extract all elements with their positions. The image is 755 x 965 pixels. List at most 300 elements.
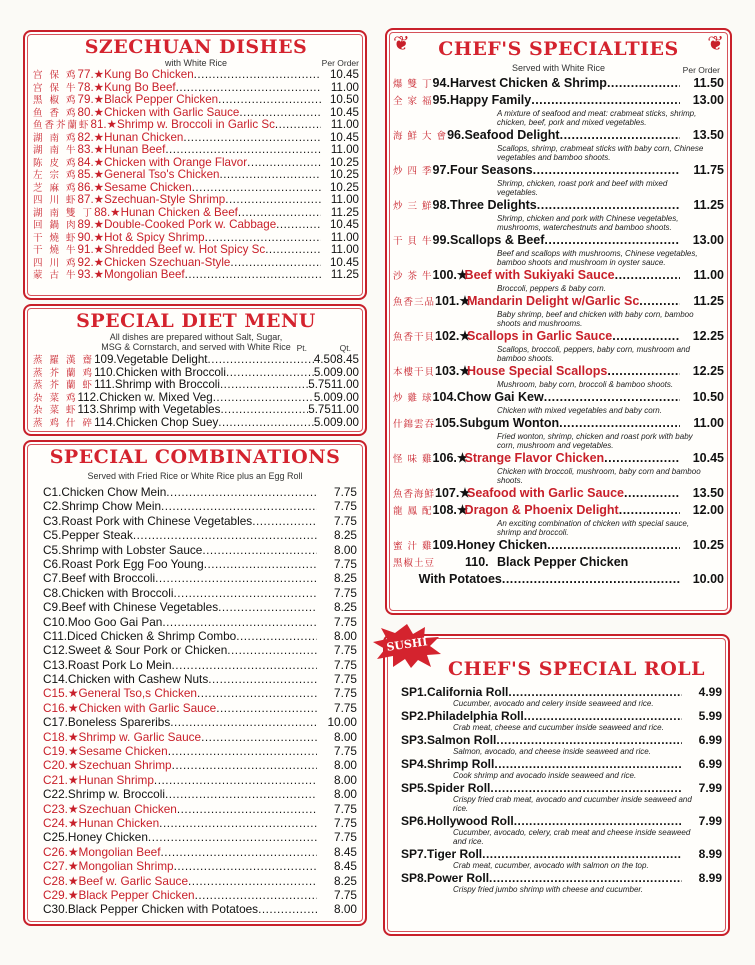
item-code: C22.: [43, 787, 68, 802]
item-price: 13.00: [692, 233, 724, 247]
chinese-name: 干 貝 牛: [393, 236, 433, 247]
dot-leader: [204, 557, 317, 571]
dot-leader: [220, 379, 308, 392]
item-number: 96.: [447, 128, 465, 142]
item-price: 7.75: [334, 686, 357, 701]
menu-item: [393, 163, 724, 197]
item-price: 10.00: [327, 715, 357, 730]
item-description: Shrimp, chicken and pork with Chinese vegetables, mushrooms, waterchestnuts and bamboo shoots.: [497, 214, 679, 232]
dot-leader: [219, 169, 321, 182]
item-description: Scallops, shrimp, crabmeat sticks with baby corn, Chinese vegetables and bamboo shoots.: [497, 144, 704, 162]
item-row: [393, 555, 724, 571]
item-code: C18.★: [43, 729, 79, 744]
chinese-name: 宫 保 牛: [33, 82, 78, 94]
chinese-name: 四 川 虾: [33, 195, 78, 206]
dot-leader: [173, 586, 317, 600]
chinese-name: 本樓干貝: [393, 367, 436, 378]
item-price: 11.00: [330, 243, 359, 256]
menu-item: [393, 198, 724, 232]
item-code: C24.★: [43, 815, 79, 830]
item-name: Shrimp w. Garlic Sauce: [78, 729, 202, 744]
menu-item: [393, 538, 724, 554]
item-number: 102.★: [435, 329, 471, 343]
flourish-right-icon: ❦: [707, 33, 724, 55]
dot-leader: [162, 615, 317, 629]
dot-leader: [607, 364, 680, 378]
item-price: 11.00: [330, 230, 359, 244]
item-description: Shrimp, chicken, roast pork and beef with mixed vegetables.: [497, 179, 668, 197]
item-number: 109.: [432, 538, 457, 552]
dot-leader: [208, 354, 314, 367]
item-price: 7.75: [334, 485, 357, 499]
item-price: 8.25: [334, 528, 357, 543]
menu-item: [393, 572, 724, 586]
item-number: 78.★: [77, 80, 105, 94]
item-name: Chicken with Broccoli: [115, 365, 226, 379]
dot-leader: [183, 132, 321, 145]
item-name: Hunan Chicken & Beef: [120, 205, 238, 219]
item-price: 7.75: [334, 614, 357, 629]
menu-item: [393, 294, 724, 328]
menu-item: [33, 485, 357, 499]
item-code: C12.: [43, 643, 68, 658]
item-code: C5.: [43, 528, 62, 543]
pint-price: 4.50: [313, 353, 337, 366]
dot-leader: [494, 758, 682, 771]
menu-item: [391, 710, 722, 732]
menu-item: [33, 219, 359, 232]
menu-item: [391, 815, 722, 846]
item-name: Black Pepper Chicken: [104, 93, 219, 106]
item-price: 7.75: [334, 556, 357, 571]
menu-item: [33, 557, 357, 571]
menu-item: [33, 758, 357, 772]
quart-price: 9.00: [336, 365, 359, 379]
item-code: C3.: [43, 513, 62, 528]
item-name: Hunan Chicken: [104, 130, 184, 144]
item-description: Crispy fried crab meat, avocado and cucumber inside seaweed and rice.: [453, 795, 692, 813]
item-description: Crab meat, cucumber, avocado with salmon on the top.: [453, 861, 649, 870]
dot-leader: [165, 144, 321, 157]
item-number: 92.★: [77, 255, 105, 269]
menu-item: [33, 845, 357, 859]
item-price: 7.75: [334, 815, 357, 830]
item-name: Chicken with Garlic Sauce: [78, 700, 217, 715]
item-description: A mixture of seafood and meat: crabmeat sticks, shrimp, chicken, beef, pork and mixed vegetables.: [497, 109, 697, 127]
menu-item: [33, 888, 357, 902]
item-code: C27.★: [43, 859, 79, 874]
chinese-name: 蒸 芥 蘭 鸡: [33, 367, 95, 379]
item-name: Shrimp Roll: [427, 757, 495, 771]
chinese-name: 干 燒 虾: [33, 232, 78, 244]
item-name: Mongolian Shrimp: [78, 859, 174, 874]
item-name: Hot & Spicy Shrimp: [104, 230, 205, 244]
chinese-name: 黑椒土豆: [393, 558, 436, 569]
item-code: C8.: [43, 585, 62, 600]
item-description: Broccoli, peppers & baby corn.: [497, 284, 606, 293]
item-code: SP7.: [401, 847, 428, 861]
item-name: Subgum Wonton: [459, 416, 560, 430]
quart-price: 11.00: [330, 378, 359, 391]
menu-item: [33, 730, 357, 744]
item-price: 12.25: [692, 364, 724, 378]
item-name: Dragon & Phoenix Delight: [464, 503, 619, 517]
menu-list: [393, 76, 724, 586]
item-row: [393, 572, 724, 586]
item-name: Hunan Beef: [104, 143, 166, 156]
item-name: Szechuan Shrimp: [78, 758, 172, 773]
item-name: Shrimp w. Broccoli: [67, 787, 165, 802]
item-code: SP5.: [401, 781, 428, 795]
item-name: Chicken Chop Suey: [115, 415, 219, 429]
menu-list: [33, 69, 359, 282]
item-number: 94.: [432, 76, 450, 90]
menu-item: [393, 364, 724, 389]
dot-leader: [133, 528, 317, 542]
item-code: SP3.: [401, 733, 428, 747]
item-price: 10.00: [692, 572, 724, 586]
item-code: C1.: [43, 485, 62, 499]
dot-leader: [170, 715, 317, 729]
item-number: 86.★: [77, 180, 105, 194]
item-row: [393, 486, 724, 502]
dot-leader: [208, 672, 317, 686]
dot-leader: [213, 392, 314, 405]
item-price: 7.75: [334, 700, 357, 715]
pint-price: 5.75: [308, 378, 331, 391]
menu-item: [33, 686, 357, 700]
dot-leader: [514, 815, 682, 828]
item-name: Chicken with Garlic Sauce: [104, 105, 240, 119]
chinese-name: 龍 鳳 配: [393, 506, 433, 517]
dot-leader: [258, 902, 317, 916]
item-row: [393, 503, 724, 519]
item-number: 89.★: [77, 218, 105, 231]
item-price: 12.00: [692, 503, 724, 517]
item-number: 95.: [432, 93, 450, 107]
menu-item: [33, 269, 359, 282]
item-price: 10.25: [692, 538, 724, 552]
chinese-name: 蒙 古 牛: [33, 270, 78, 281]
item-name: Mongolian Beef: [78, 844, 161, 859]
item-name: Kung Bo Chicken: [104, 68, 194, 81]
item-price: 11.50: [693, 76, 724, 90]
menu-item: [393, 128, 724, 162]
item-name: Shrimp Chow Mein: [61, 499, 162, 514]
item-price: 10.45: [329, 255, 359, 269]
menu-item: [393, 233, 724, 267]
menu-item: [33, 600, 357, 614]
item-name: Roast Pork Lo Mein: [67, 657, 172, 672]
item-name: Chicken with Broccoli: [61, 585, 174, 600]
per-order-header: Per Order: [321, 58, 359, 68]
item-price: 7.75: [334, 657, 357, 672]
item-code: SP4.: [401, 757, 428, 771]
item-price: 8.99: [698, 847, 722, 861]
menu-list: [33, 354, 359, 429]
dot-leader: [537, 198, 680, 212]
chinese-name: 黑 椒 鸡: [33, 95, 78, 106]
dot-leader: [533, 163, 680, 177]
item-name: Chicken with Cashew Nuts: [67, 672, 209, 687]
menu-item: [391, 782, 722, 813]
menu-item: [393, 486, 724, 502]
item-name: Seafood with Garlic Sauce: [467, 486, 625, 500]
dot-leader: [227, 643, 317, 657]
menu-item: [393, 93, 724, 127]
item-row: [393, 390, 724, 406]
chinese-name: 干 燒 牛: [33, 245, 78, 256]
item-price: 11.00: [330, 143, 359, 156]
item-row: [393, 128, 724, 144]
item-description: Chicken with mixed vegetables and baby corn.: [497, 406, 662, 415]
item-row: [391, 686, 722, 699]
item-row: [393, 198, 724, 214]
item-price: 7.99: [698, 781, 722, 795]
dot-leader: [177, 802, 317, 816]
item-name: Chicken Szechuan-Style: [104, 255, 231, 269]
menu-item: [33, 629, 357, 643]
item-price: 7.75: [334, 499, 357, 514]
menu-item: [33, 802, 357, 816]
item-code: C11.: [43, 628, 68, 643]
item-code: C6.: [43, 556, 62, 571]
menu-item: [33, 744, 357, 758]
item-number: 84.★: [77, 155, 105, 169]
chinese-name: 芝 麻 鸡: [33, 182, 78, 194]
menu-item: [393, 390, 724, 415]
item-price: 13.00: [692, 93, 724, 107]
dot-leader: [639, 294, 680, 308]
menu-item: [33, 773, 357, 787]
dot-leader: [604, 451, 680, 465]
section-subtitle: with White Rice: [164, 58, 227, 68]
menu-item: [33, 194, 359, 207]
menu-item: [33, 586, 357, 600]
item-number: 114.: [94, 415, 116, 429]
item-name: Harvest Chicken & Shrimp: [449, 76, 607, 90]
chinese-name: 蒸 芥 蘭 虾: [33, 380, 95, 391]
item-name: Scallops & Beef: [449, 233, 545, 247]
menu-item: [391, 734, 722, 756]
chinese-name: 魚香干貝: [393, 332, 436, 343]
menu-item: [391, 686, 722, 708]
item-name: Shrimp with Vegetables: [99, 403, 221, 416]
item-name: Hunan Chicken: [78, 815, 160, 830]
item-name: Power Roll: [427, 871, 490, 885]
item-name: Philadelphia Roll: [427, 709, 524, 723]
dot-leader: [247, 157, 321, 170]
item-price: 10.25: [329, 155, 359, 169]
item-price: 10.45: [329, 130, 359, 144]
dot-leader: [226, 367, 314, 380]
chinese-name: 什錦雲吞: [393, 419, 436, 430]
dot-leader: [155, 571, 317, 585]
chinese-name: 炒 四 季: [393, 166, 433, 177]
menu-item: [33, 830, 357, 844]
dot-leader: [148, 830, 317, 844]
item-row: [393, 233, 724, 249]
item-code: C16.★: [43, 700, 79, 715]
item-name: Salmon Roll: [427, 733, 497, 747]
section-title: SPECIAL DIET MENU: [76, 310, 316, 332]
item-price: 8.00: [334, 542, 357, 557]
item-number: 81.★: [90, 118, 118, 131]
dot-leader: [168, 744, 317, 758]
menu-item: [33, 244, 359, 257]
item-number: 110.: [465, 555, 489, 569]
menu-item: [33, 701, 357, 715]
dot-leader: [496, 734, 682, 747]
dot-leader: [202, 543, 317, 557]
item-price: 10.50: [329, 93, 359, 106]
item-name: Diced Chicken & Shrimp Combo: [67, 628, 237, 643]
item-price: 7.75: [334, 887, 357, 902]
item-name: Scallops in Garlic Sauce: [467, 329, 613, 343]
item-description: Baby shrimp, beef and chicken with baby corn, bamboo shoots and mushrooms.: [497, 310, 694, 328]
item-name: Sweet & Sour Pork or Chicken: [67, 643, 228, 658]
item-price: 7.75: [334, 830, 357, 845]
menu-item: [33, 874, 357, 888]
item-name: Shrimp w. Broccoli in Garlic Sc: [117, 118, 275, 131]
item-price: 11.25: [330, 205, 359, 219]
qt-header: Qt.: [339, 343, 351, 353]
item-name: Sesame Chicken: [104, 180, 192, 194]
item-name: Vegetable Delight: [116, 353, 208, 366]
item-row: [391, 782, 722, 795]
chinese-name: 杂 菜 鸡: [33, 392, 78, 404]
menu-item: [33, 615, 357, 629]
item-name: Mongolian Beef: [104, 268, 185, 281]
item-name: Beef with Broccoli: [61, 571, 156, 586]
section-subtitle: Served with White Rice: [511, 63, 606, 73]
menu-item: [33, 859, 357, 873]
menu-item: [33, 816, 357, 830]
dot-leader: [544, 233, 680, 247]
dot-leader: [559, 416, 680, 430]
dot-leader: [172, 758, 317, 772]
item-code: SP1.: [401, 685, 428, 699]
item-price: 7.99: [698, 814, 722, 828]
menu-item: [33, 144, 359, 157]
item-price: 8.25: [334, 873, 357, 888]
item-number: 112.: [77, 390, 100, 404]
quart-price: 9.00: [336, 390, 359, 404]
dot-leader: [172, 658, 317, 672]
item-code: C15.★: [43, 686, 79, 701]
item-row: [393, 76, 724, 92]
item-price: 10.25: [329, 168, 359, 181]
menu-item: [33, 643, 357, 657]
dot-leader: [236, 629, 317, 643]
quart-price: 8.45: [336, 353, 359, 366]
item-number: 97.: [432, 163, 450, 177]
item-price: 6.99: [698, 757, 722, 771]
chinese-name: 爆 雙 丁: [393, 79, 433, 90]
section-title: SPECIAL COMBINATIONS: [49, 446, 341, 468]
badge-label: SUSHI: [385, 635, 429, 654]
item-row: [393, 294, 724, 310]
chinese-name: 陈 皮 鸡: [33, 157, 78, 169]
item-price: 8.00: [334, 758, 357, 773]
item-row: [391, 758, 722, 771]
chinese-name: 鱼 香 鸡: [33, 107, 78, 119]
menu-item: [33, 119, 359, 132]
dot-leader: [524, 710, 682, 723]
item-code: SP8.: [401, 871, 428, 885]
item-price: 13.50: [692, 486, 724, 500]
pint-price: 5.00: [313, 390, 337, 404]
dot-leader: [185, 269, 321, 282]
quart-price: 9.00: [336, 415, 359, 429]
combinations-section: [23, 440, 367, 926]
item-price: 7.75: [334, 513, 357, 528]
section-subtitle: Served with Fried Rice or White Rice plus an Egg Roll: [87, 471, 303, 481]
menu-item: [33, 514, 357, 528]
pint-price: 5.75: [308, 403, 331, 416]
item-code: C14.: [43, 672, 68, 687]
chinese-name: 沙 茶 牛: [393, 271, 433, 282]
item-name: General Tso's Chicken: [104, 168, 220, 181]
item-name: Happy Family: [449, 93, 532, 107]
item-name: Pepper Steak: [61, 528, 133, 543]
chinese-name: 魚香海鮮: [393, 489, 436, 500]
item-row: [391, 815, 722, 828]
menu-item: [33, 528, 357, 542]
item-name: California Roll: [427, 685, 509, 699]
chinese-name: 蒸 鸡 什 碎: [33, 417, 95, 429]
dot-leader: [230, 257, 321, 270]
pint-price: 5.00: [313, 415, 337, 429]
item-price: 10.45: [329, 105, 359, 119]
menu-item: [33, 902, 357, 916]
menu-item: [393, 76, 724, 92]
item-name: Shrimp with Broccoli: [114, 378, 220, 391]
dot-leader: [612, 329, 680, 343]
item-number: 110.: [94, 365, 116, 379]
item-name: Beef with Chinese Vegetables: [61, 600, 219, 615]
item-code: C28.★: [43, 873, 79, 888]
item-name: Boneless Spareribs: [67, 715, 171, 730]
chinese-name: 炒 雞 球: [393, 393, 433, 404]
item-price: 7.75: [334, 744, 357, 759]
item-price: 10.45: [692, 451, 724, 465]
dot-leader: [225, 194, 321, 207]
item-price: 11.00: [693, 416, 724, 430]
item-price: 10.25: [329, 180, 359, 194]
dot-leader: [276, 219, 321, 232]
item-price: 12.25: [692, 329, 724, 343]
item-price: 8.00: [334, 902, 357, 917]
item-price: 11.25: [693, 294, 724, 308]
chinese-name: 蒸 羅 漢 齋: [33, 355, 95, 366]
item-number: 104.: [432, 390, 457, 404]
item-number: 83.★: [77, 143, 105, 156]
item-name: Double-Cooked Pork w. Cabbage: [104, 218, 277, 231]
item-price: 10.45: [329, 218, 359, 231]
item-number: 80.★: [77, 105, 105, 119]
dot-leader: [197, 686, 317, 700]
dot-leader: [194, 69, 321, 82]
menu-item: [33, 571, 357, 585]
item-number: 107.★: [435, 486, 471, 500]
item-price: 10.50: [692, 390, 724, 404]
menu-item: [33, 94, 359, 107]
item-code: C13.: [43, 657, 68, 672]
item-price: 13.50: [692, 128, 724, 142]
dot-leader: [544, 390, 680, 404]
section-title: SZECHUAN DISHES: [84, 36, 308, 58]
